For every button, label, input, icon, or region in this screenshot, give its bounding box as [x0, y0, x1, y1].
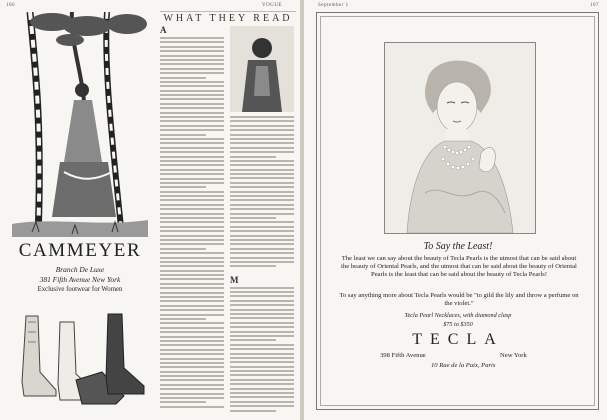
ad-branch: Branch De Luxe [55, 265, 105, 274]
article-top-rule [160, 11, 296, 12]
ad-address: 381 Fifth Avenue New York [39, 275, 121, 284]
ad-illustration [12, 12, 148, 237]
ad-caption: To Say the Least! [423, 241, 493, 252]
ad-address: 398 Fifth Avenue [380, 352, 426, 359]
left-running-head: VOGUE [262, 3, 282, 8]
ad-special-line: Tecla Pearl Necklaces, with diamond clasp [404, 312, 512, 319]
right-folio-date: September 1 [318, 3, 349, 8]
portrait-illustration [384, 42, 536, 234]
drop-cap-2: M [230, 274, 239, 285]
drop-cap-1: A [160, 26, 167, 35]
ad-body: The least we can say about the beauty of Tecla Pearls is the utmost that can be said about the beauty of Oriental Pearls, and the utmost that can be said about the beauty of Oriental Pearls is the least that can be said about the beauty of Tecla Pearls! [341, 255, 577, 279]
article-column-1 [160, 26, 224, 414]
article-title: WHAT THEY READ [163, 13, 293, 24]
right-folio: 107 [590, 3, 599, 8]
left-folio: 106 [6, 3, 15, 8]
shoes-illustration [12, 312, 148, 412]
tecla-logo: TECLA [412, 331, 504, 348]
ad-brand: CAMMEYER [18, 240, 142, 261]
ad-body-2: To say anything more about Tecla Pearls would be "to gild the lily and throw a perfume on the violet." [339, 292, 579, 308]
author-photo [230, 26, 294, 112]
article-column-2 [230, 26, 294, 414]
ad-tagline: Exclusive footwear for Women [37, 286, 123, 293]
ad-price: $75 to $350 [443, 321, 473, 328]
ad-paris-address: 10 Rue de la Paix, Paris [431, 362, 496, 369]
ad-city: New York [500, 352, 527, 359]
